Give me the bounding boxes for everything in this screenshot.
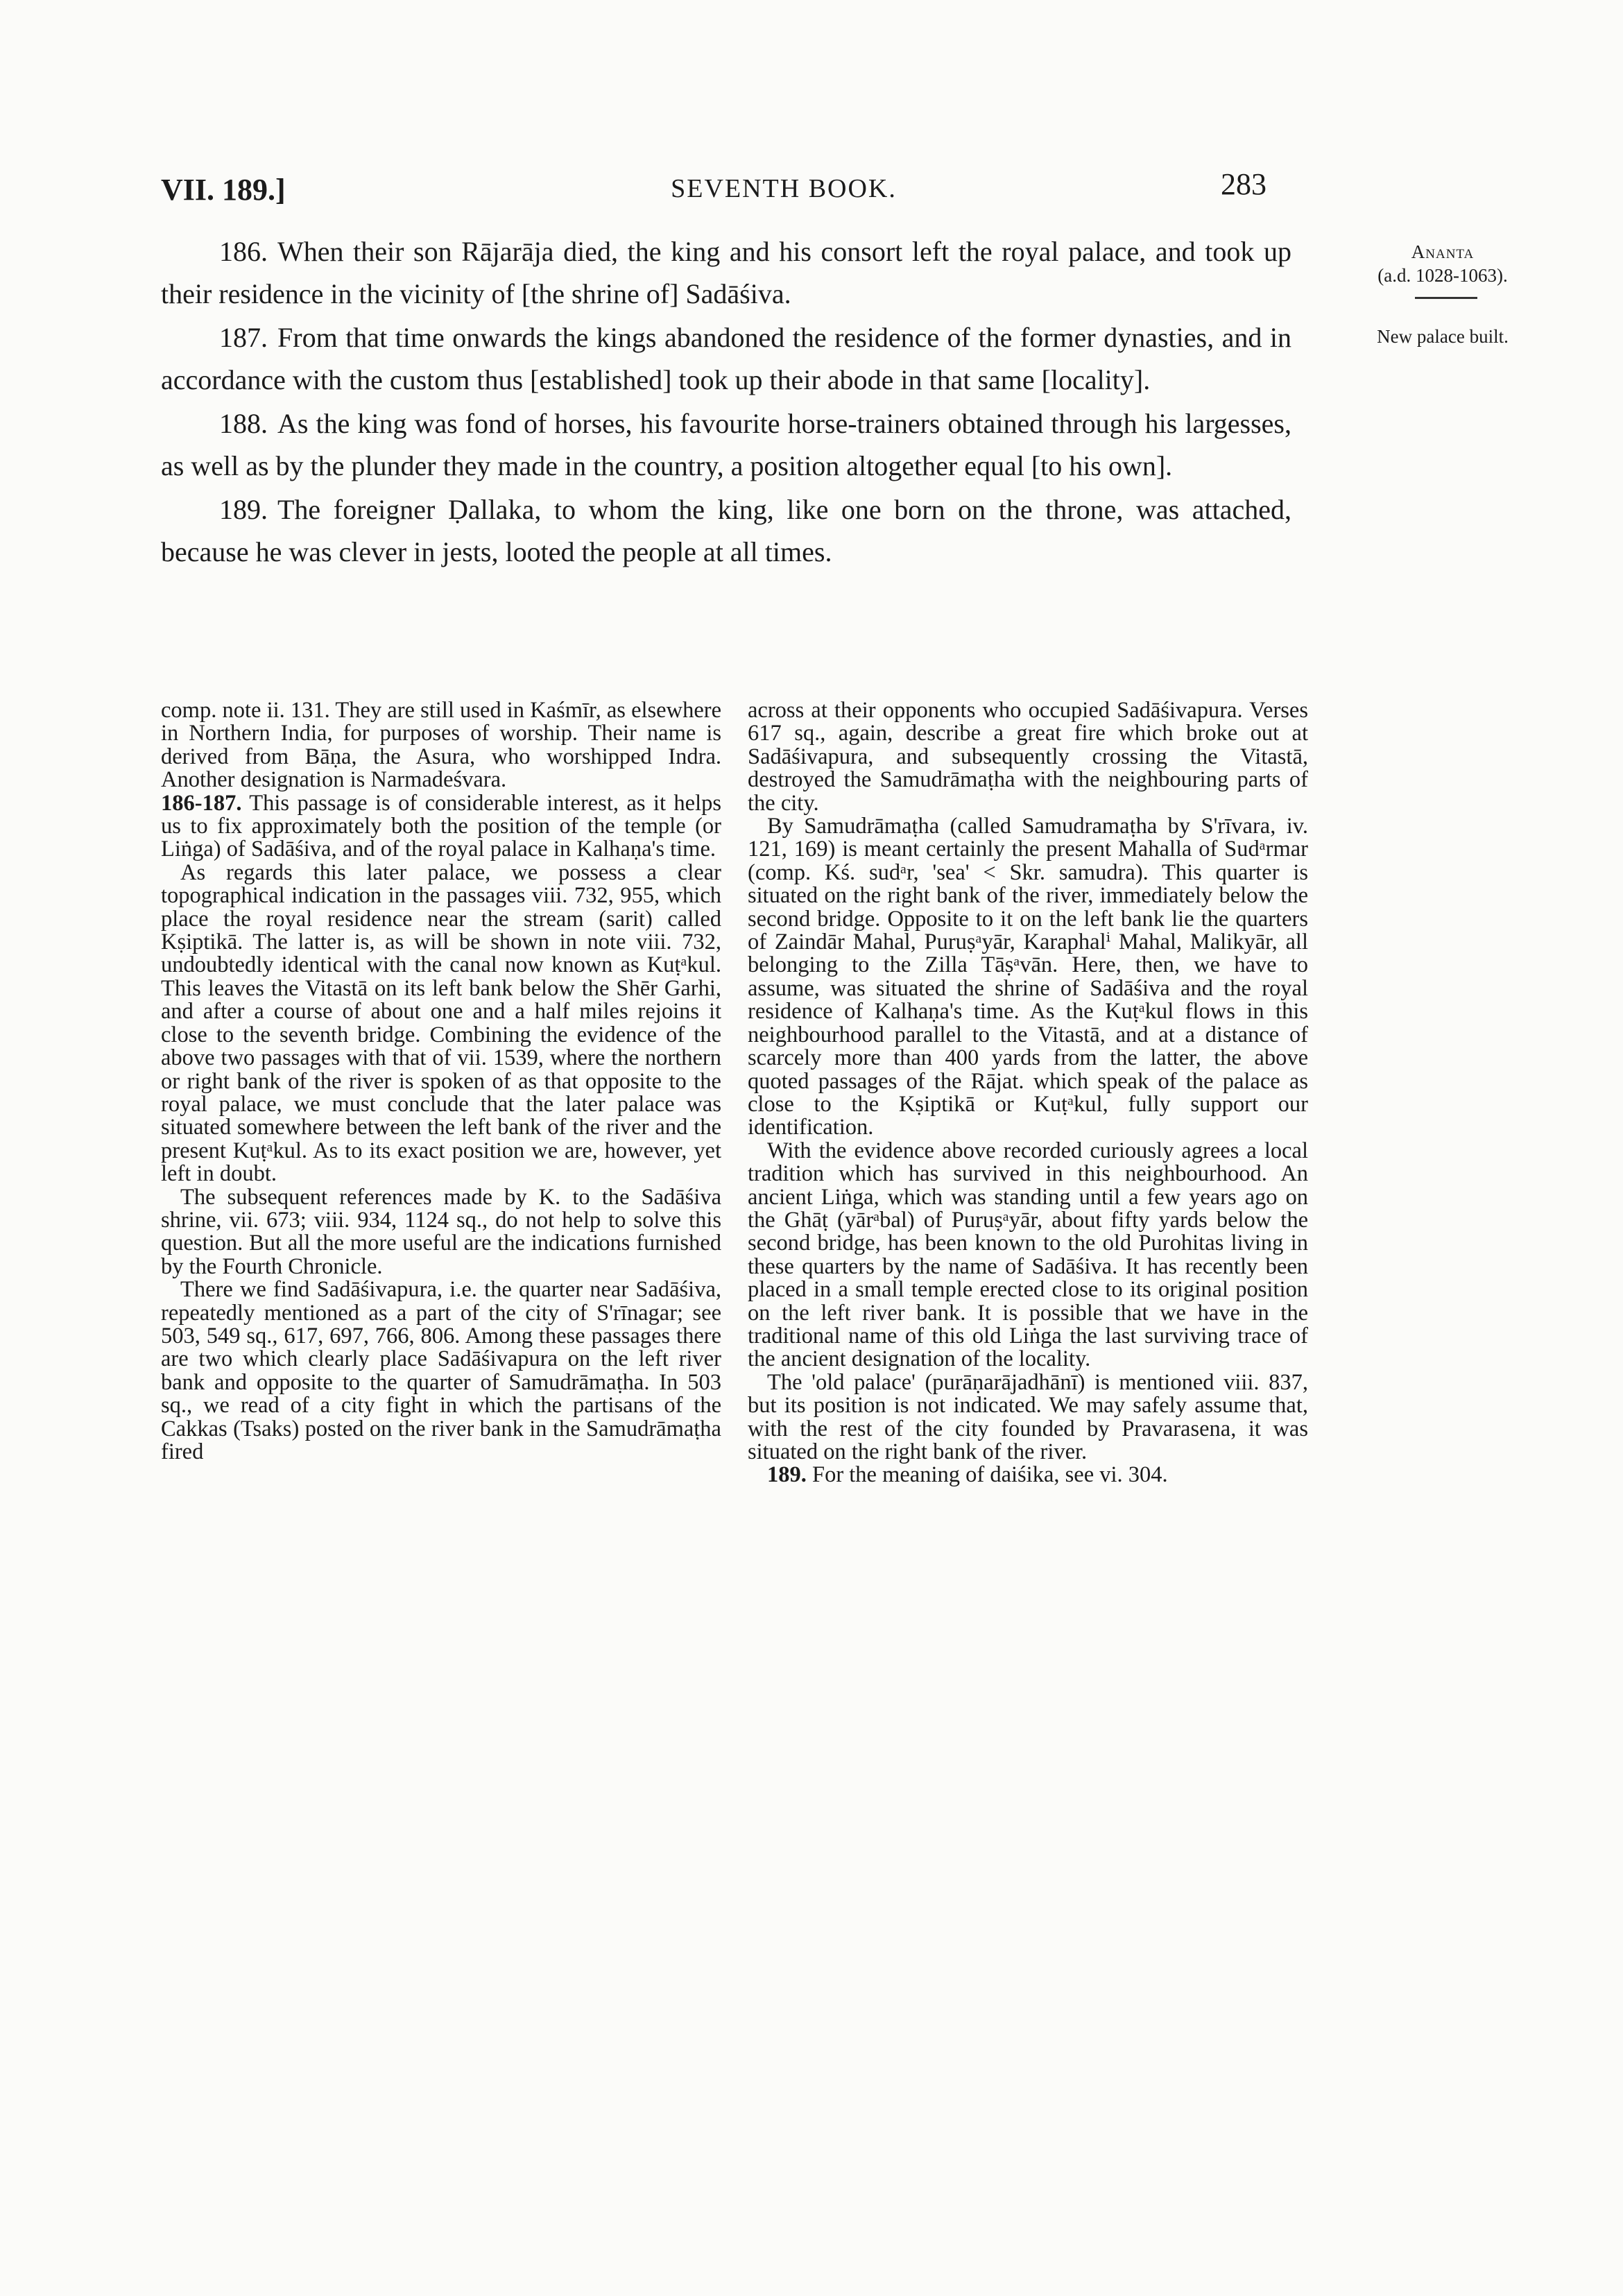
verse-number: 187. — [219, 322, 268, 353]
note-label: 189. — [767, 1462, 807, 1488]
note-paragraph: This passage is of considerable interest, as it helps us to fix approximately both the position of the temple (or Liṅga) of Sadāśiva, and of the royal palace in Kalhaṇa's time. — [161, 790, 721, 862]
verse-block — [161, 230, 1291, 574]
verse-number: 188. — [219, 408, 268, 439]
verse-188 — [161, 402, 1291, 487]
note-paragraph: For the meaning of daiśika, see vi. 304. — [812, 1462, 1168, 1488]
note-paragraph: With the evidence above recorded curiously agrees a local tradition which has survived in this neighbourhood. An ancient Liṅga, which was standing until a few years ago on the Ghāṭ (yārᵃbal) of Puruṣᵃyār, about fifty yards below the second bridge, has been known to the old Purohitas living in these quarters by the name of Sadāśiva. It has recently been placed in a small temple erected close to its original position on the left river bank. It is possible that we have in the traditional name of this old Liṅga the last surviving trace of the ancient designation of the locality. — [748, 1138, 1308, 1372]
note-label: 186-187. — [161, 790, 242, 816]
notes-column-left — [161, 699, 721, 1464]
note-paragraph: As regards this later palace, we possess a clear topographical indication in the passages viii. 732, 955, which place the royal residence near the stream (sarit) called Kṣiptikā. The latter is, as will be shown in note viii. 732, undoubtedly identical with the canal now known as Kuṭᵃkul. This leaves the Vitastā on its left bank below the Shēr Garhi, and after a course of about one and a half miles rejoins it close to the seventh bridge. Combining the evidence of the above two passages with that of vii. 1539, where the northern or right bank of the river is spoken of as that opposite to the royal palace, we must conclude that the later palace was situated somewhere between the left bank of the river and the present Kuṭᵃkul. As to its exact position we are, however, yet left in doubt. — [161, 859, 721, 1187]
running-head-title: SEVENTH BOOK. — [671, 174, 897, 203]
note-paragraph: By Samudrāmaṭha (called Samudramaṭha by S'rīvara, iv. 121, 169) is meant certainly the present Mahalla of Sudᵃrmar (comp. Kś. sudᵃr, 'sea' < Skr. samudra). This quarter is situated on the right bank of the river, immediately below the second bridge. Opposite to it on the left bank lie the quarters of Zaindār Mahal, Puruṣᵃyār, Karaphalⁱ Mahal, Malikyār, all belonging to the Zilla Tāṣᵃvān. Here, then, we have to assume, was situated the shrine of Sadāśiva and the royal residence of Kalhaṇa's time. As the Kuṭᵃkul flows in this neighbourhood parallel to the Vitastā, and at a distance of scarcely more than 400 yards from the latter, the above quoted passages of the Rājat. which speak of the palace as close to the Kṣiptikā or Kuṭᵃkul, fully support our identification. — [748, 814, 1308, 1140]
note-paragraph: The subsequent references made by K. to the Sadāśiva shrine, vii. 673; viii. 934, 1124 sq., do not help to solve this question. But all the more useful are the indications furnished by the Fourth Chronicle. — [161, 1184, 721, 1279]
note-paragraph: The 'old palace' (purāṇarājadhānī) is mentioned viii. 837, but its position is not indicated. We may safely assume that, with the rest of the city founded by Pravarasena, it was situated on the right bank of the river. — [748, 1369, 1308, 1464]
verse-text: The foreigner Ḍallaka, to whom the king, like one born on the throne, was attached, because he was clever in jests, looted the people at all times. — [161, 494, 1291, 567]
note-paragraph: across at their opponents who occupied Sadāśivapura. Verses 617 sq., again, describe a great fire which broke out at Sadāśivapura, and subsequently crossing the Vitastā, destroyed the Samudrāmaṭha with the neighbouring parts of the city. — [748, 698, 1308, 816]
verse-number: 189. — [219, 494, 268, 525]
running-head-left: VII. 189.] — [161, 173, 286, 207]
verse-186 — [161, 230, 1291, 315]
verse-text: From that time onwards the kings abandoned the residence of the former dynasties, and in accordance with the custom thus [established] took up their abode in that same [locality]. — [161, 322, 1291, 395]
page-number: 283 — [1221, 167, 1266, 201]
verse-189 — [161, 488, 1291, 573]
sidenote-ruler-dates: (a.d. 1028-1063). — [1377, 265, 1508, 286]
verse-text: As the king was fond of horses, his favourite horse-trainers obtained through his largesses, as well as by the plunder they made in the country, a position altogether equal [to his own]. — [161, 408, 1291, 481]
sidenote-ruler-name: Ananta — [1411, 241, 1475, 262]
note-paragraph: comp. note ii. 131. They are still used in Kaśmīr, as elsewhere in Northern India, for purposes of worship. Their name is derived from Bāṇa, the Asura, who worshipped Indra. Another designation is Narmadeśvara. — [161, 698, 721, 793]
verse-text: When their son Rājarāja died, the king and his consort left the royal palace, and took up their residence in the vicinity of [the shrine of] Sadāśiva. — [161, 236, 1291, 309]
notes-column-right — [748, 699, 1308, 1487]
sidenote-divider — [1415, 297, 1477, 299]
sidenote-ruler — [1318, 240, 1568, 287]
note-paragraph: There we find Sadāśivapura, i.e. the quarter near Sadāśiva, repeatedly mentioned as a part of the city of S'rīnagar; see 503, 549 sq., 617, 697, 766, 806. Among these passages there are two which clearly place Sadāśivapura on the left river bank and opposite to the quarter of Samudrāmaṭha. In 503 sq., we read of a city fight in which the partisans of the Cakkas (Tsaks) posted on the river bank in the Samudrāmaṭha fired — [161, 1277, 721, 1464]
verse-187 — [161, 316, 1291, 401]
sidenote-topic: New palace built. — [1377, 326, 1509, 347]
verse-number: 186. — [219, 236, 268, 267]
